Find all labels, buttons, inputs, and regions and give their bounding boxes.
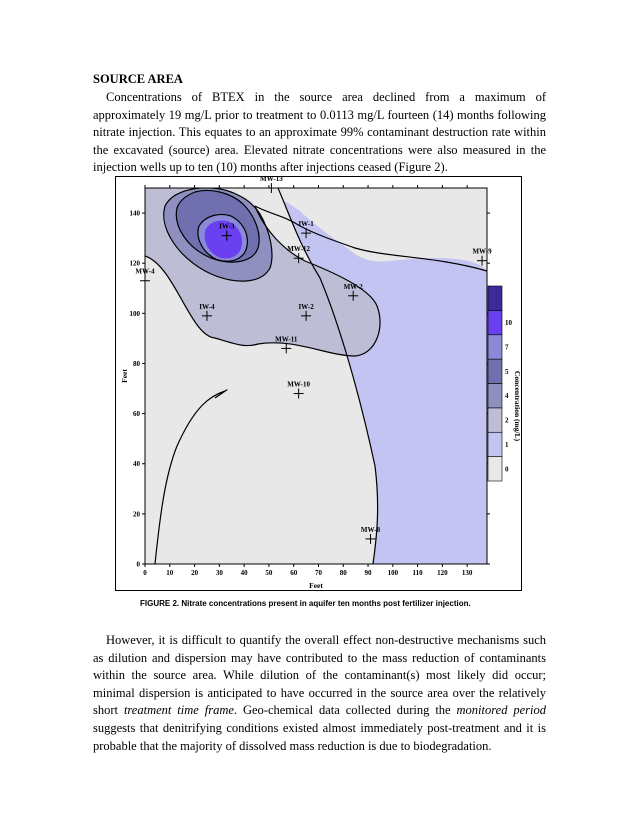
colorbar-swatch (488, 310, 502, 334)
well-label: MW-10 (287, 380, 310, 389)
well-label: MW-2 (343, 282, 363, 291)
well-label: MW-8 (360, 525, 381, 534)
x-tick-label: 50 (265, 569, 273, 577)
well-label: IW-2 (298, 302, 314, 311)
y-tick-label: 60 (133, 410, 140, 419)
colorbar-label: 2 (505, 416, 509, 425)
colorbar-swatch (488, 432, 502, 456)
x-tick-label: 110 (412, 569, 423, 577)
well-label: MW-9 (472, 247, 492, 256)
colorbar-label: 1 (505, 440, 509, 449)
well-label: IW-1 (298, 220, 314, 229)
contour-map (115, 176, 522, 591)
colorbar-label: 4 (505, 392, 509, 401)
x-tick-label: 0 (143, 569, 147, 577)
colorbar-swatch (488, 384, 502, 408)
section-heading: SOURCE AREA (93, 72, 183, 86)
y-tick-label: 100 (129, 309, 140, 318)
x-tick-label: 80 (339, 569, 347, 577)
paragraph-1: Concentrations of BTEX in the source area declined from a maximum of approximately 19 mg/L prior to treatment to 0.0113 mg/L fourteen (14) months following nitrate injection. This equates to an approximate 99% contaminant destruction rate within the excavated (source) area. Elevated nitrate concentrations were also measured in the injection wells up to ten (10) months after injections ceased (Figure 2). (93, 90, 546, 175)
y-tick-label: 0 (136, 560, 140, 569)
y-tick-label: 140 (129, 209, 140, 218)
x-tick-label: 40 (240, 569, 248, 577)
paragraph-2-part-1: However, it is difficult to quantify the overall effect non-destructive mechanisms such as dilution and dispersion may have contributed to the mass reduction of contaminants within the source area. While dilution of the contaminant(s) most likely did occur; minimal dispersion is anticipated to have occurred in the source area over the relatively short (93, 633, 546, 718)
x-tick-label: 90 (364, 569, 372, 577)
colorbar-label: 10 (505, 319, 512, 328)
colorbar-swatch (488, 408, 502, 432)
colorbar-swatch (488, 359, 502, 383)
x-tick-label: 10 (166, 569, 174, 577)
colorbar-swatch (488, 286, 502, 310)
well-label: MW-12 (287, 245, 310, 254)
well-label: MW-4 (135, 267, 155, 276)
colorbar-swatch (488, 335, 502, 359)
well-label: MW-11 (275, 335, 298, 344)
colorbar-label: 7 (505, 343, 509, 352)
x-tick-label: 20 (191, 569, 199, 577)
paragraph-2-part-2: . Geo-chemical data collected during the (233, 703, 457, 718)
y-tick-label: 40 (133, 460, 140, 469)
well-label: IW-4 (199, 302, 215, 311)
x-tick-label: 70 (314, 569, 322, 577)
figure-2 (115, 176, 522, 591)
x-tick-label: 120 (437, 569, 448, 577)
colorbar-label: 0 (505, 465, 509, 474)
well-label: IW-3 (219, 222, 235, 231)
colorbar-title: Concentration (mg/L) (513, 370, 522, 442)
colorbar-swatch (488, 457, 502, 481)
paragraph-2-part-3: suggests that denitrifying conditions existed almost immediately post-treatment and it is probable that the majority of dissolved mass reduction is due to biodegradation. (93, 720, 546, 753)
y-tick-label: 120 (129, 259, 140, 268)
figure-caption: FIGURE 2. Nitrate concentrations present in aquifer ten months post fertilizer injection. (140, 599, 471, 608)
y-tick-label: 80 (133, 359, 140, 368)
x-tick-label: 130 (461, 569, 473, 577)
paragraph-2 (93, 632, 546, 755)
x-axis-label: Feet (309, 581, 323, 590)
contour-fills (145, 188, 487, 564)
well-label: MW-13 (260, 176, 283, 183)
colorbar-label: 5 (505, 367, 509, 376)
y-axis-label: Feet (120, 369, 129, 383)
paragraph-2-italic-2: monitored period (456, 703, 547, 718)
x-tick-label: 60 (290, 569, 298, 577)
x-tick-label: 100 (387, 569, 399, 577)
paragraph-2-italic-1: treatment time frame (123, 703, 234, 718)
y-tick-label: 20 (133, 510, 140, 519)
x-tick-label: 30 (215, 569, 223, 577)
